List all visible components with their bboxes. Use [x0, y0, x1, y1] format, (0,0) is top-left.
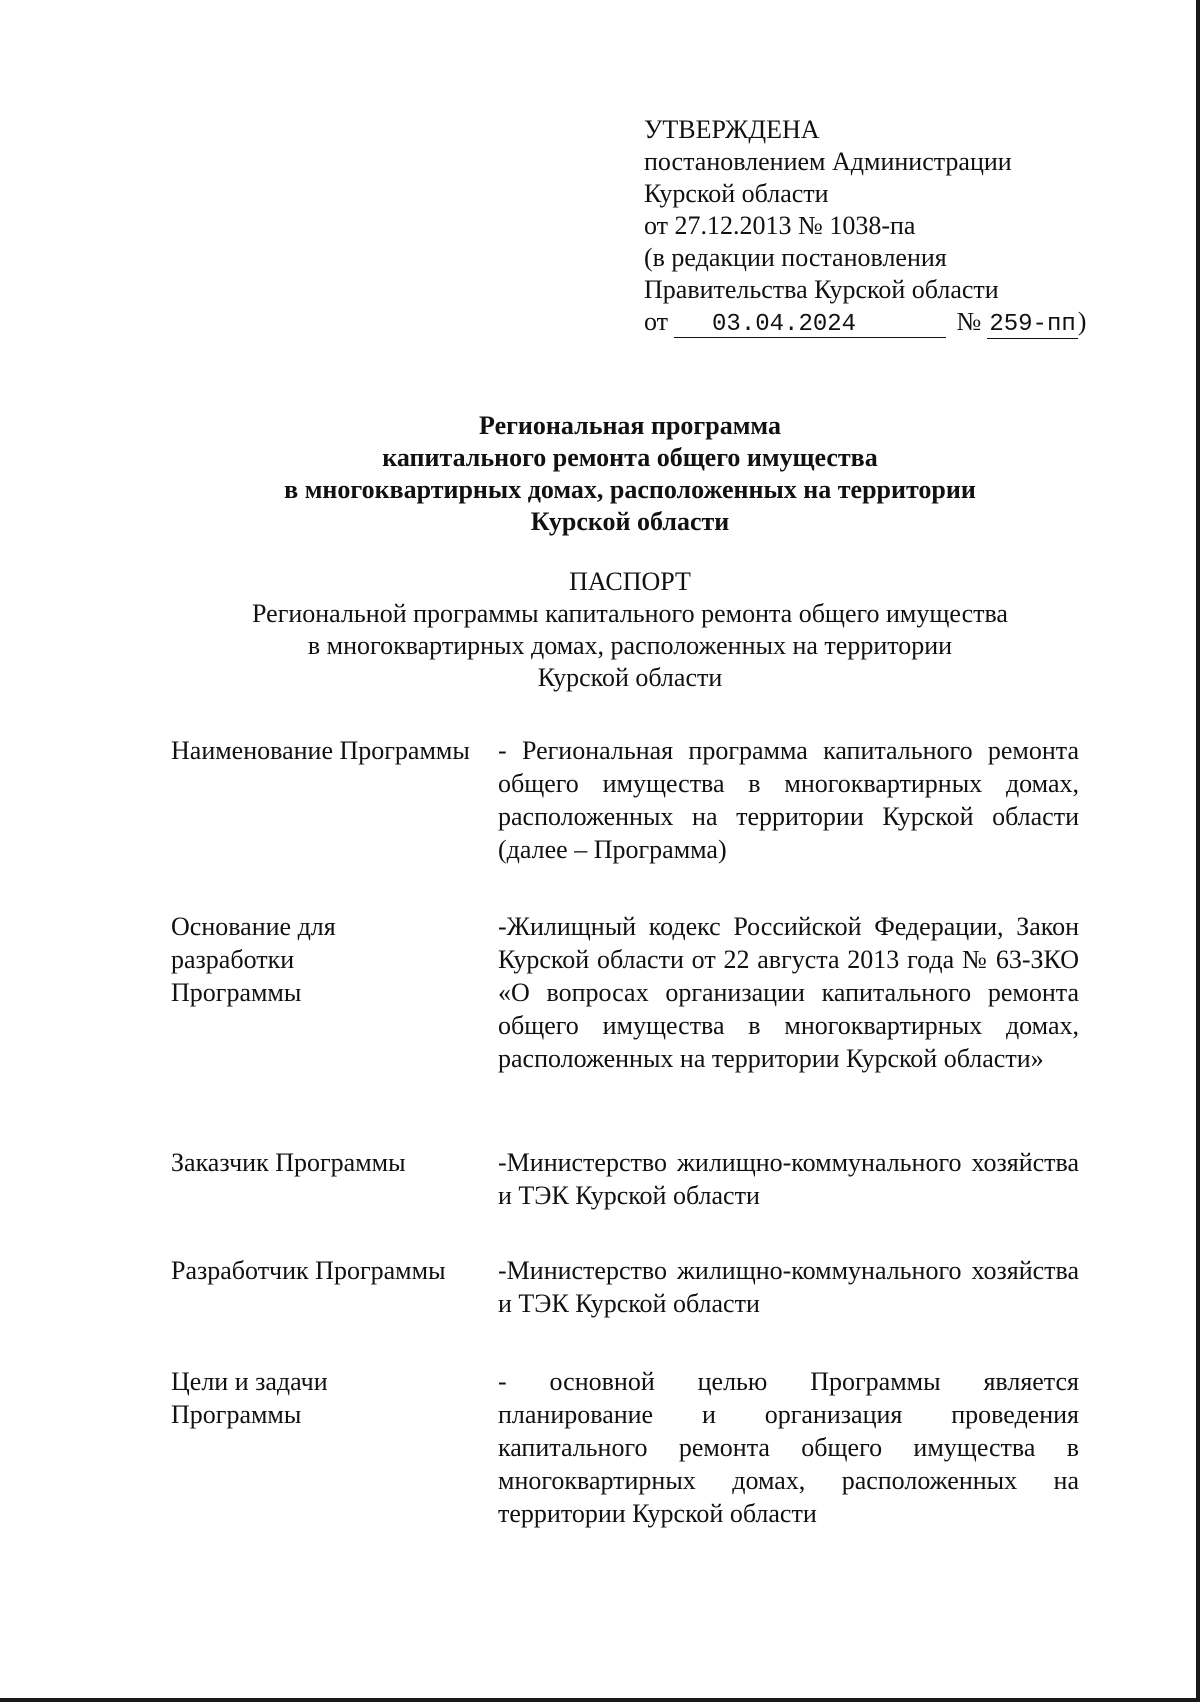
passport-heading-block	[0, 566, 1200, 694]
passport-row-developer	[171, 1254, 1079, 1324]
approval-line: от 27.12.2013 № 1038-па	[644, 211, 916, 240]
approval-line: Правительства Курской области	[644, 275, 999, 304]
passport-row-name	[171, 734, 1079, 874]
approval-line: (в редакции постановления	[644, 243, 947, 272]
approval-line: Курской области	[644, 179, 829, 208]
approval-number: 259-пп	[989, 311, 1076, 338]
approval-date-line	[644, 306, 1086, 339]
passport-row-goals	[171, 1365, 1079, 1545]
row-label: Заказчик Программы	[171, 1148, 406, 1177]
title-line: Курской области	[530, 507, 730, 536]
approval-block	[644, 114, 1086, 339]
approval-heading: УТВЕРЖДЕНА	[644, 115, 820, 144]
title-line: Региональная программа	[479, 411, 781, 440]
title-line: капитального ремонта общего имущества	[382, 443, 878, 472]
approval-line: постановлением Администрации	[644, 147, 1012, 176]
row-label: Разработчик Программы	[171, 1256, 446, 1285]
row-label: Наименование Программы	[171, 736, 470, 765]
passport-subtitle-line: Курской области	[537, 663, 723, 692]
passport-row-customer	[171, 1146, 1079, 1216]
approval-date: 03.04.2024	[674, 310, 946, 338]
row-value: -Министерство жилищно-коммунального хозяйства и ТЭК Курской области	[498, 1256, 1079, 1318]
passport-heading: ПАСПОРТ	[569, 567, 691, 596]
title-line: в многоквартирных домах, расположенных на территории	[284, 475, 976, 504]
passport-subtitle-line: Региональной программы капитального ремонта общего имущества	[252, 599, 1008, 628]
row-value: -Министерство жилищно-коммунального хозяйства и ТЭК Курской области	[498, 1148, 1079, 1210]
row-value: - Региональная программа капитального ремонта общего имущества в многоквартирных домах, расположенных на территории Курской области (далее – Программа)	[498, 736, 1079, 864]
scan-border-bottom	[0, 1698, 1200, 1702]
number-prefix: №	[956, 307, 982, 336]
row-value: - основной целью Программы является планирование и организация проведения капитального ремонта общего имущества в многоквартирных домах, расположенных на территории Курской области	[498, 1367, 1079, 1528]
passport-row-basis	[171, 910, 1079, 1120]
date-prefix: от	[644, 307, 669, 336]
row-value: -Жилищный кодекс Российской Федерации, Закон Курской области от 22 августа 2013 года № 63-ЗКО «О вопросах организации капитального ремонта общего имущества в многоквартирных домах, расположенных на территории Курской области»	[498, 912, 1079, 1073]
row-label: Основание для разработки Программы	[171, 912, 336, 1007]
scan-border-right	[1196, 0, 1200, 1702]
row-label: Цели и задачи Программы	[171, 1367, 328, 1429]
program-title	[0, 410, 1200, 538]
passport-subtitle-line: в многоквартирных домах, расположенных на территории	[307, 631, 953, 660]
closing-paren: )	[1077, 307, 1087, 336]
